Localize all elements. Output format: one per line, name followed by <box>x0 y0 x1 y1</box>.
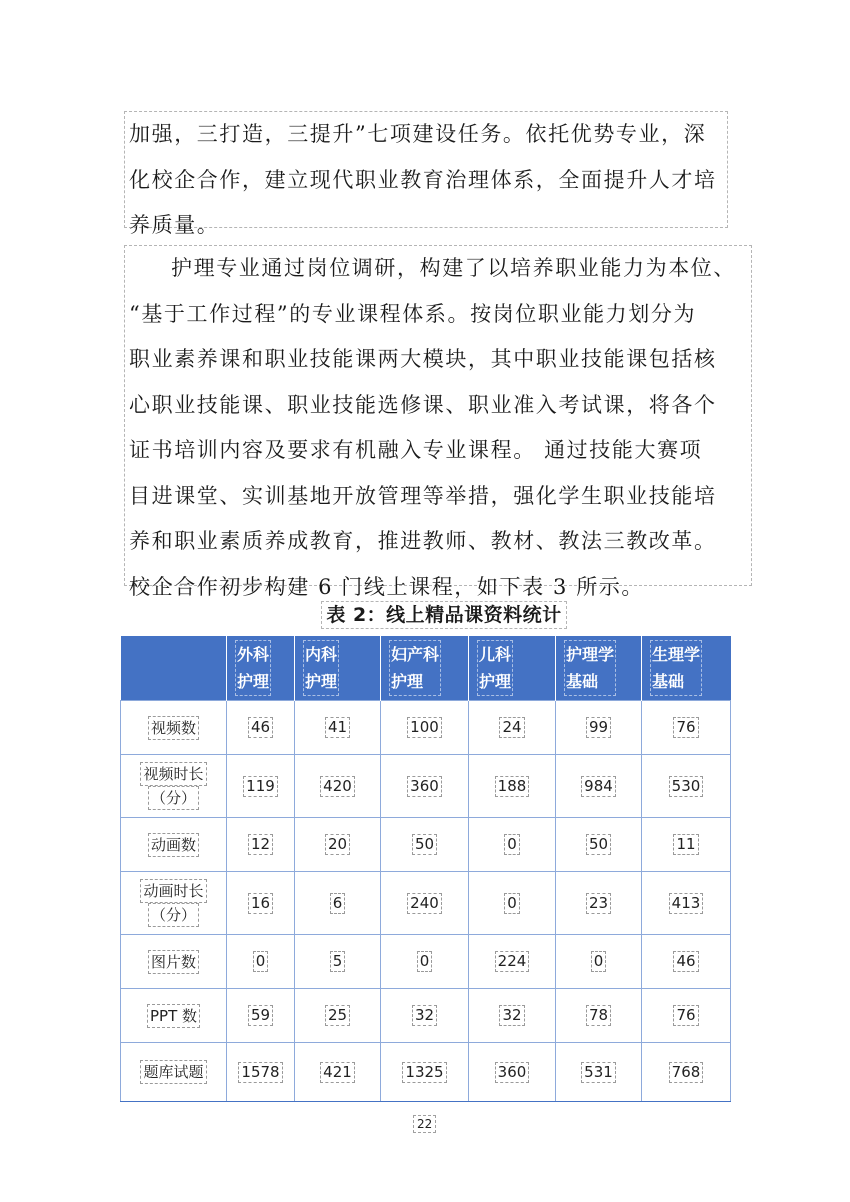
table-cell: 530 <box>642 755 731 818</box>
header-cell: 护理学 基础 <box>556 636 642 701</box>
header-cell: 外科 护理 <box>227 636 295 701</box>
header-cell: 儿科 护理 <box>469 636 556 701</box>
table-row <box>121 1043 731 1102</box>
table-cell: 421 <box>295 1043 381 1102</box>
paragraph-nursing-curriculum <box>124 245 752 599</box>
table-cell: 76 <box>642 701 731 755</box>
table-cell: 0 <box>381 935 469 989</box>
text-line: 加强，三打造，三提升”七项建设任务。依托优势专业，深 <box>129 122 707 146</box>
table-cell: 0 <box>469 818 556 872</box>
table-cell: 78 <box>556 989 642 1043</box>
table-cell: 16 <box>227 872 295 935</box>
table-cell: 0 <box>469 872 556 935</box>
table-header-row <box>121 636 731 701</box>
table-cell: 531 <box>556 1043 642 1102</box>
table-cell: 1325 <box>381 1043 469 1102</box>
table-cell: 768 <box>642 1043 731 1102</box>
table-cell: 59 <box>227 989 295 1043</box>
row-label: 题库试题 <box>121 1043 227 1102</box>
header-cell: 内科 护理 <box>295 636 381 701</box>
table-cell: 20 <box>295 818 381 872</box>
table-cell: 11 <box>642 818 731 872</box>
text-line: 目进课堂、实训基地开放管理等举措，强化学生职业技能培 <box>129 483 717 508</box>
table-row <box>121 755 731 818</box>
table-cell: 119 <box>227 755 295 818</box>
table-cell: 100 <box>381 701 469 755</box>
table-cell: 6 <box>295 872 381 935</box>
table-cell: 46 <box>227 701 295 755</box>
row-label: 动画时长 （分） <box>121 872 227 935</box>
table-cell: 12 <box>227 818 295 872</box>
text-line: 化校企合作，建立现代职业教育治理体系，全面提升人才培 <box>129 167 717 192</box>
table-cell: 984 <box>556 755 642 818</box>
table-cell: 76 <box>642 989 731 1043</box>
text-line: 职业素养课和职业技能课两大模块，其中职业技能课包括核 <box>129 347 717 371</box>
header-corner-cell <box>121 636 227 701</box>
table-cell: 1578 <box>227 1043 295 1102</box>
text-line: 护理专业通过岗位调研，构建了以培养职业能力为本位、 <box>171 256 736 280</box>
table-row <box>121 818 731 872</box>
table-row <box>121 701 731 755</box>
row-label: 视频时长 （分） <box>121 755 227 818</box>
text-line: “基于工作过程”的专业课程体系。按岗位职业能力划分为 <box>129 301 697 326</box>
table-row <box>121 872 731 935</box>
table-cell: 360 <box>469 1043 556 1102</box>
header-cell: 妇产科 护理 <box>381 636 469 701</box>
table-cell: 240 <box>381 872 469 935</box>
row-label: PPT 数 <box>121 989 227 1043</box>
table-cell: 50 <box>556 818 642 872</box>
table-caption: 表 2：线上精品课资料统计 <box>321 601 567 629</box>
table-cell: 50 <box>381 818 469 872</box>
text-line: 校企合作初步构建 6 门线上课程，如下表 3 所示。 <box>129 574 645 599</box>
text-line: 养和职业素质养成教育，推进教师、教材、教法三教改革。 <box>129 529 717 553</box>
header-cell: 生理学 基础 <box>642 636 731 701</box>
text-line: 养质量。 <box>129 213 220 237</box>
table-cell: 32 <box>469 989 556 1043</box>
text-line: 证书培训内容及要求有机融入专业课程。 通过技能大赛项 <box>129 438 703 462</box>
table-row <box>121 935 731 989</box>
table-cell: 41 <box>295 701 381 755</box>
row-label: 视频数 <box>121 701 227 755</box>
table-cell: 420 <box>295 755 381 818</box>
table-cell: 32 <box>381 989 469 1043</box>
text-line: 心职业技能课、职业技能选修课、职业准入考试课，将各个 <box>129 392 717 417</box>
table-cell: 413 <box>642 872 731 935</box>
table-cell: 0 <box>556 935 642 989</box>
table-cell: 24 <box>469 701 556 755</box>
table-cell: 360 <box>381 755 469 818</box>
row-label: 图片数 <box>121 935 227 989</box>
paragraph-continued <box>124 111 728 237</box>
table-cell: 224 <box>469 935 556 989</box>
table-row <box>121 989 731 1043</box>
table-cell: 23 <box>556 872 642 935</box>
table-cell: 5 <box>295 935 381 989</box>
table-cell: 0 <box>227 935 295 989</box>
course-resources-table <box>120 636 731 1102</box>
table-cell: 46 <box>642 935 731 989</box>
table-cell: 188 <box>469 755 556 818</box>
table-cell: 25 <box>295 989 381 1043</box>
row-label: 动画数 <box>121 818 227 872</box>
page-number: 22 <box>413 1115 436 1133</box>
table-cell: 99 <box>556 701 642 755</box>
